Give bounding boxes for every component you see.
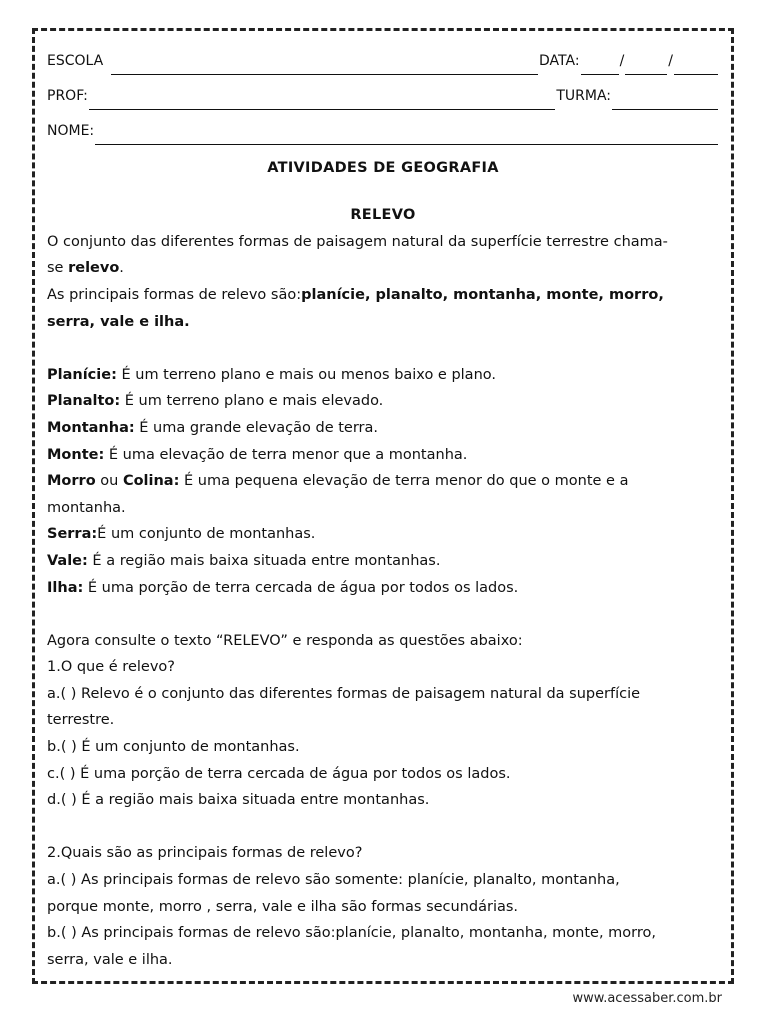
definition: É uma elevação de terra menor que a montanha. (104, 446, 468, 463)
page-title: ATIVIDADES DE GEOGRAFIA (267, 160, 499, 176)
term: Monte: (47, 446, 105, 463)
def-montanha (47, 415, 719, 442)
def-serra (47, 521, 719, 548)
q1-option-a[interactable]: a.( ) Relevo é o conjunto das diferentes formas de paisagem natural da superfície (47, 685, 641, 702)
escola-field[interactable] (111, 58, 538, 75)
date-sep-2: / (668, 53, 673, 70)
term: Planalto: (47, 393, 121, 410)
q1-option-b[interactable]: b.( ) É um conjunto de montanhas. (47, 739, 300, 756)
intro-line-3 (47, 282, 719, 309)
intro-line-4 (47, 309, 719, 336)
nome-label: NOME: (47, 123, 95, 140)
definition: É uma porção de terra cercada de água por todos os lados. (83, 579, 519, 596)
definition: É uma grande elevação de terra. (134, 419, 379, 436)
intro-bold: planície, planalto, montanha, monte, morro, (301, 286, 664, 303)
def-planalto (47, 388, 719, 415)
definition: É a região mais baixa situada entre montanhas. (87, 552, 441, 569)
footer-url: www.acessaber.com.br (572, 991, 722, 1006)
definition: É um terreno plano e mais elevado. (120, 393, 384, 410)
question-2: 2.Quais são as principais formas de relevo? (47, 845, 363, 862)
intro-text: As principais formas de relevo são: (47, 286, 302, 303)
q1-option-c[interactable]: c.( ) É uma porção de terra cercada de água por todos os lados. (47, 765, 511, 782)
header-escola-row (47, 40, 719, 75)
turma-label: TURMA: (556, 88, 611, 105)
intro-text: . (119, 260, 124, 277)
def-morro-cont: montanha. (47, 499, 126, 516)
term: Montanha: (47, 419, 135, 436)
prof-field[interactable] (89, 93, 555, 110)
date-sep-1: / (619, 53, 625, 70)
date-day-field[interactable] (581, 58, 619, 75)
escola-label: ESCOLA (47, 53, 104, 70)
q1-option-a-cont: terrestre. (47, 712, 115, 729)
def-ilha (47, 575, 719, 602)
intro-bold: relevo (68, 260, 120, 277)
question-1: 1.O que é relevo? (47, 659, 175, 676)
header-nome-row (47, 110, 719, 145)
intro-text: se (47, 260, 69, 277)
intro-bold: serra, vale e ilha. (47, 313, 190, 330)
q2-option-b[interactable]: b.( ) As principais formas de relevo são:planície, planalto, montanha, monte, morro, (47, 925, 657, 942)
term: Ilha: (47, 579, 84, 596)
q1-option-d[interactable]: d.( ) É a região mais baixa situada entre montanhas. (47, 792, 430, 809)
date-year-field[interactable] (674, 58, 718, 75)
term: Vale: (47, 552, 88, 569)
def-vale (47, 548, 719, 575)
definition: É uma pequena elevação de terra menor do que o monte e a (179, 473, 629, 490)
definition: ou (95, 473, 123, 490)
q2-option-a-cont: porque monte, morro , serra, vale e ilha são formas secundárias. (47, 898, 519, 915)
intro-line-1: O conjunto das diferentes formas de paisagem natural da superfície terrestre chama- (47, 233, 668, 250)
def-morro (47, 468, 719, 495)
data-label: DATA: (539, 53, 580, 70)
definition: É um terreno plano e mais ou menos baixo e plano. (116, 366, 496, 383)
turma-field[interactable] (612, 93, 718, 110)
section-title: RELEVO (350, 207, 416, 224)
def-planicie (47, 362, 719, 389)
term: Morro (47, 473, 96, 490)
header-prof-row (47, 75, 719, 110)
prof-label: PROF: (47, 88, 88, 105)
q2-option-a[interactable]: a.( ) As principais formas de relevo são somente: planície, planalto, montanha, (47, 872, 620, 889)
term: Planície: (47, 366, 117, 383)
def-monte (47, 442, 719, 469)
date-month-field[interactable] (625, 58, 667, 75)
worksheet-content (47, 40, 719, 973)
definition: É um conjunto de montanhas. (97, 526, 316, 543)
term: Colina: (122, 473, 180, 490)
intro-line-2 (47, 255, 719, 282)
nome-field[interactable] (95, 128, 718, 145)
q2-option-b-cont: serra, vale e ilha. (47, 951, 173, 968)
instructions: Agora consulte o texto “RELEVO” e responda as questões abaixo: (47, 632, 523, 649)
term: Serra: (47, 526, 98, 543)
